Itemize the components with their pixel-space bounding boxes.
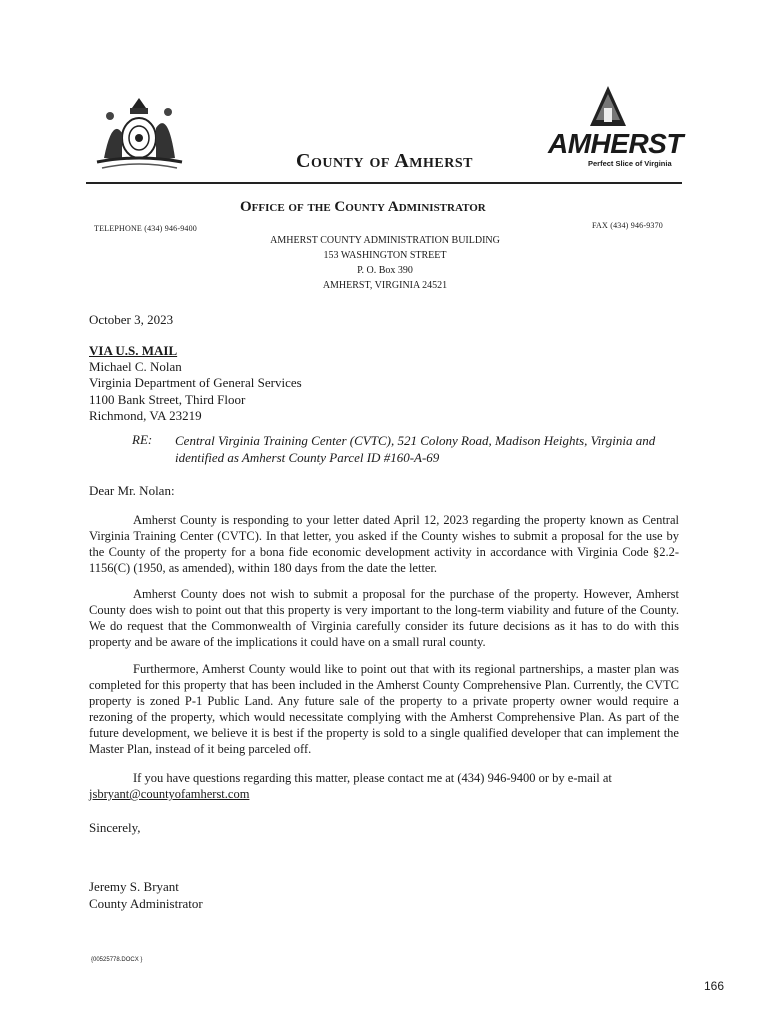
address-line: AMHERST, VIRGINIA 24521 [322, 280, 448, 291]
office-title: Office of the County Administrator [240, 199, 486, 215]
signer-name: Jeremy S. Bryant [89, 879, 179, 894]
signer-title: County Administrator [89, 895, 203, 911]
delivery-method: VIA U.S. MAIL [89, 343, 178, 358]
recipient-line: Virginia Department of General Services [89, 375, 302, 391]
body-paragraph: Amherst County is responding to your letter dated April 12, 2023 regarding the property known as Central Virginia Training Center (CVTC). In that letter, you asked if the County wishes to submit a proposal for the use by the County of the property for a bona fide economic development activity in accordance with Virginia Code §2.2-1156(C) (1950, as amended), within 180 days from the date the letter. [89, 513, 679, 575]
body-paragraph: Furthermore, Amherst County would like to point out that with its regional partnerships, a master plan was completed for this property that has been included in the Amherst County Comprehensive Plan. Currently, the CVTC property is zoned P-1 Public Land. Any future sale of the property to a private property owner would require a rezoning of the property, which would necessitate complying with the Amherst Comprehensive Plan. As part of the future development, we believe it is best if the property is sold to a single qualified developer that can implement the Master Plan, instead of it being parceled off. [89, 662, 679, 756]
address-line: 153 WASHINGTON STREET [323, 250, 447, 261]
fax: FAX (434) 946-9370 [592, 221, 664, 230]
signature-block [89, 879, 203, 912]
recipient-block [89, 343, 302, 424]
closing: Sincerely, [89, 820, 141, 835]
body-paragraph: Amherst County does not wish to submit a proposal for the purchase of the property. However, Amherst County does wish to point out that this property is very important to the long-term viability and future of the County. We do request that the Commonwealth of Virginia carefully consider its future decisions as it has to do with this property and be aware of the implications it could have on a small rural county. [89, 587, 679, 649]
telephone: TELEPHONE (434) 946-9400 [94, 224, 198, 233]
recipient-line: 1100 Bank Street, Third Floor [89, 391, 246, 407]
re-label: RE: [132, 432, 153, 447]
page-number: 166 [704, 979, 725, 993]
address-line: P. O. Box 390 [357, 265, 413, 276]
recipient-line: Michael C. Nolan [89, 359, 182, 375]
address-line: AMHERST COUNTY ADMINISTRATION BUILDING [270, 235, 500, 246]
letter-date: October 3, 2023 [89, 312, 174, 327]
office-address [200, 233, 570, 293]
re-subject: Central Virginia Training Center (CVTC), 521 Colony Road, Madison Heights, Virginia and identified as Amherst County Parcel ID #160-A-69 [175, 433, 656, 465]
county-seal-icon [92, 88, 187, 173]
contact-paragraph [89, 770, 679, 802]
salutation: Dear Mr. Nolan: [89, 483, 175, 498]
header-divider [86, 182, 682, 184]
county-title: County of Amherst [296, 150, 473, 172]
recipient-line: Richmond, VA 23219 [89, 407, 202, 423]
document-reference: {00525778.DOCX } [91, 957, 143, 963]
logo-wordmark: AMHERST [548, 128, 683, 159]
contact-text: If you have questions regarding this matter, please contact me at (434) 946-9400 or by e-mail at [133, 771, 612, 785]
contact-email-link[interactable]: jsbryant@countyofamherst.com [89, 787, 250, 801]
logo-tagline: Perfect Slice of Virginia [588, 159, 672, 168]
